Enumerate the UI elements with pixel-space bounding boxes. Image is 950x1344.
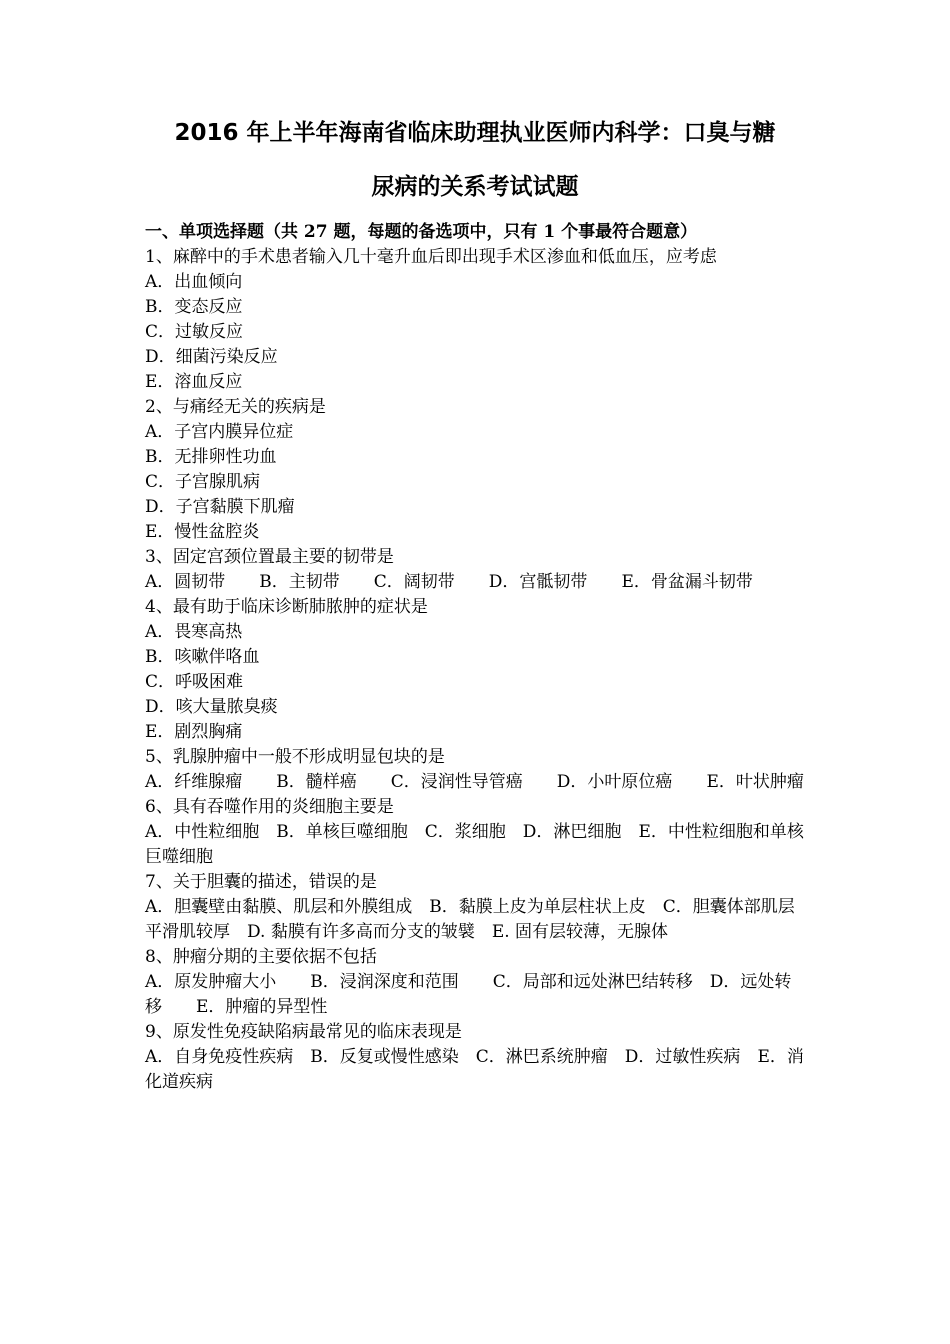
question-1-option-c: C．过敏反应 [145, 322, 244, 342]
question-8-stem: 8、肿瘤分期的主要依据不包括 [145, 947, 377, 967]
question-1-stem: 1、麻醉中的手术患者输入几十毫升血后即出现手术区渗血和低血压，应考虑 [145, 247, 717, 267]
question-6-option-e: E．中性粒细胞和单核巨噬细胞 [145, 822, 804, 867]
question-2-option-d: D．子宫黏膜下肌瘤 [145, 497, 295, 517]
question-3-option-a: A．圆韧带 [145, 572, 226, 592]
question-5-options [145, 770, 807, 795]
question-4-option-c: C．呼吸困难 [145, 672, 244, 692]
question-2-option-e: E．慢性盆腔炎 [145, 522, 260, 542]
question-4-option-d: D．咳大量脓臭痰 [145, 697, 278, 717]
question-8-options [145, 970, 807, 1020]
question-6-option-a: A．中性粒细胞 [145, 822, 260, 842]
question-1-option-d: D．细菌污染反应 [145, 347, 278, 367]
question-9-option-d: D．过敏性疾病 [624, 1047, 741, 1067]
question-8-option-c: C．局部和远处淋巴结转移 [492, 972, 693, 992]
question-3-option-e: E．骨盆漏斗韧带 [621, 572, 753, 592]
question-3-stem: 3、固定宫颈位置最主要的韧带是 [145, 547, 394, 567]
question-1-option-b: B．变态反应 [145, 297, 243, 317]
question-5-option-b: B．髓样癌 [276, 772, 357, 792]
question-5-option-a: A．纤维腺瘤 [145, 772, 243, 792]
question-5-option-d: D．小叶原位癌 [556, 772, 673, 792]
document-title-line-1: 2016 年上半年海南省临床助理执业医师内科学：口臭与糖 [174, 120, 776, 146]
question-5-option-c: C．浸润性导管癌 [390, 772, 523, 792]
question-4-option-e: E．剧烈胸痛 [145, 722, 243, 742]
question-8-option-d: D．远处转移 [145, 972, 792, 1017]
question-2-option-b: B．无排卵性功血 [145, 447, 277, 467]
question-3-option-d: D．宫骶韧带 [488, 572, 588, 592]
question-1-option-e: E．溶血反应 [145, 372, 243, 392]
question-8-option-a: A．原发肿瘤大小 [145, 972, 277, 992]
question-9-option-b: B．反复或慢性感染 [310, 1047, 459, 1067]
question-2-option-c: C．子宫腺肌病 [145, 472, 261, 492]
question-9-option-a: A．自身免疫性疾病 [145, 1047, 294, 1067]
question-6-stem: 6、具有吞噬作用的炎细胞主要是 [145, 797, 394, 817]
section-heading: 一、单项选择题（共 27 题，每题的备选项中，只有 1 个事最符合题意） [145, 222, 698, 242]
question-5-option-e: E．叶状肿瘤 [706, 772, 804, 792]
document-title-line-2: 尿病的关系考试试题 [371, 174, 579, 200]
question-4-option-a: A．畏寒高热 [145, 622, 243, 642]
question-2-stem: 2、与痛经无关的疾病是 [145, 397, 326, 417]
question-8-option-b: B．浸润深度和范围 [310, 972, 459, 992]
question-7-options [145, 895, 807, 945]
question-7-option-e: E. 固有层较薄，无腺体 [491, 922, 669, 942]
question-2-option-a: A．子宫内膜异位症 [145, 422, 294, 442]
question-1-option-a: A．出血倾向 [145, 272, 243, 292]
question-5-stem: 5、乳腺肿瘤中一般不形成明显包块的是 [145, 747, 445, 767]
question-9-option-e: E．消化道疾病 [145, 1047, 804, 1092]
question-9-stem: 9、原发性免疫缺陷病最常见的临床表现是 [145, 1022, 462, 1042]
question-3-options [145, 570, 807, 595]
question-7-stem: 7、关于胆囊的描述，错误的是 [145, 872, 377, 892]
question-4-option-b: B．咳嗽伴咯血 [145, 647, 260, 667]
question-7-option-b: B．黏膜上皮为单层柱状上皮 [429, 897, 646, 917]
question-6-option-c: C．浆细胞 [424, 822, 506, 842]
question-7-option-a: A．胆囊壁由黏膜、肌层和外膜组成 [145, 897, 413, 917]
question-7-option-c: C．胆囊体部肌层平滑肌较厚 [145, 897, 795, 942]
question-9-options [145, 1045, 807, 1095]
question-6-options [145, 820, 807, 870]
question-4-stem: 4、最有助于临床诊断肺脓肿的症状是 [145, 597, 428, 617]
question-9-option-c: C．淋巴系统肿瘤 [475, 1047, 608, 1067]
question-3-option-b: B．主韧带 [259, 572, 340, 592]
question-6-option-d: D．淋巴细胞 [522, 822, 622, 842]
document-body [145, 220, 807, 1095]
question-8-option-e: E．肿瘤的异型性 [196, 997, 328, 1017]
question-6-option-b: B．单核巨噬细胞 [276, 822, 408, 842]
question-7-option-d: D. 黏膜有许多高而分支的皱襞 [247, 922, 475, 942]
question-3-option-c: C．阔韧带 [373, 572, 455, 592]
